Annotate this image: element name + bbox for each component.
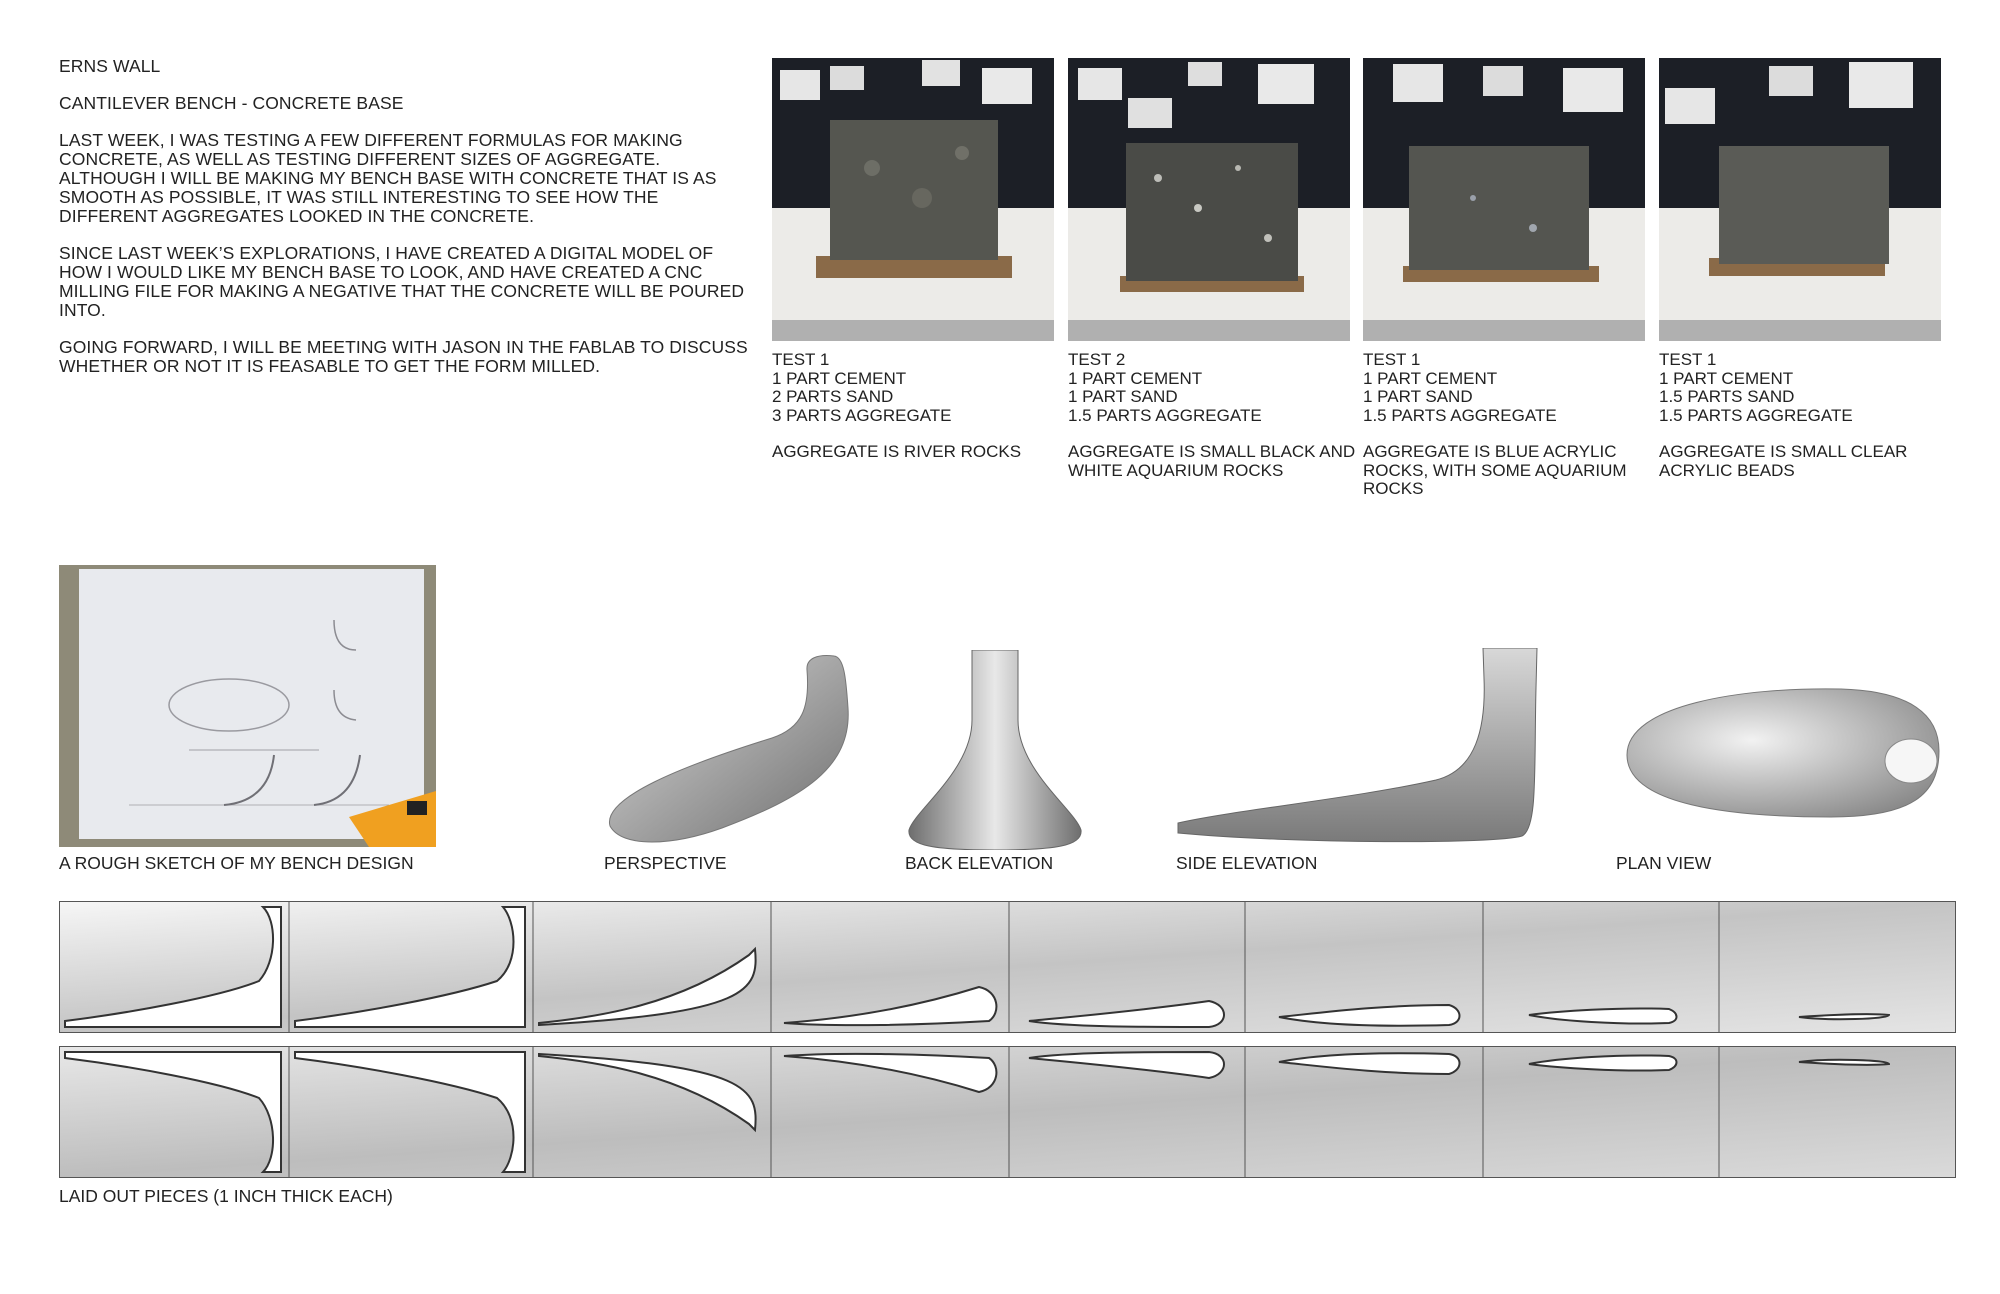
- test-cement: 1 PART CEMENT: [772, 368, 907, 388]
- test-title: TEST 2: [1068, 350, 1126, 369]
- project-title: CANTILEVER BENCH - CONCRETE BASE: [59, 93, 404, 113]
- test-photo-3: [1363, 58, 1645, 341]
- plan-view-caption: PLAN VIEW: [1616, 853, 1712, 873]
- perspective-render: [602, 648, 852, 848]
- test-photo-4: [1659, 58, 1941, 341]
- test-aggregate: 1.5 PARTS AGGREGATE: [1659, 405, 1853, 425]
- plan-view-render: [1621, 685, 1941, 820]
- test-aggregate: 1.5 PARTS AGGREGATE: [1363, 405, 1557, 425]
- intro-text: [59, 57, 749, 394]
- test-sand: 1 PART SAND: [1068, 387, 1178, 406]
- test-sand: 1 PART SAND: [1363, 387, 1473, 406]
- test-note: AGGREGATE IS SMALL BLACK AND WHITE AQUARIUM ROCKS: [1068, 442, 1356, 480]
- test-photo-1: [772, 58, 1054, 341]
- test-title: TEST 1: [772, 350, 830, 369]
- back-elevation-caption: BACK ELEVATION: [905, 853, 1054, 873]
- pieces-strip-bottom: [59, 1046, 1956, 1178]
- test-caption-3: [1363, 351, 1653, 499]
- test-sand: 2 PARTS SAND: [772, 387, 894, 406]
- test-note: AGGREGATE IS RIVER ROCKS: [772, 442, 1022, 461]
- test-caption-2: [1068, 351, 1358, 480]
- test-caption-1: [772, 351, 1062, 462]
- test-aggregate: 3 PARTS AGGREGATE: [772, 405, 952, 425]
- test-cement: 1 PART CEMENT: [1659, 368, 1794, 388]
- test-sand: 1.5 PARTS SAND: [1659, 387, 1795, 406]
- pieces-strip-top: [59, 901, 1956, 1033]
- side-elevation-caption: SIDE ELEVATION: [1176, 853, 1318, 873]
- intro-paragraph-2: SINCE LAST WEEK’S EXPLORATIONS, I HAVE CREATED A DIGITAL MODEL OF HOW I WOULD LIKE MY BENCH BASE TO LOOK, AND HAVE CREATED A CNC MILLING FILE FOR MAKING A NEGATIVE THAT THE CONCRETE WILL BE POURED INTO.: [59, 243, 745, 320]
- intro-paragraph-1: LAST WEEK, I WAS TESTING A FEW DIFFERENT FORMULAS FOR MAKING CONCRETE, AS WELL AS TESTING DIFFERENT SIZES OF AGGREGATE. ALTHOUGH I WILL BE MAKING MY BENCH BASE WITH CONCRETE THAT IS AS SMOOTH AS POSSIBLE, IT WAS STILL INTERESTING TO SEE HOW THE DIFFERENT AGGREGATES LOOKED IN THE CONCRETE.: [59, 130, 717, 226]
- side-elevation-render: [1176, 648, 1540, 848]
- test-photo-2: [1068, 58, 1350, 341]
- test-note: AGGREGATE IS BLUE ACRYLIC ROCKS, WITH SOME AQUARIUM ROCKS: [1363, 442, 1627, 498]
- test-note: AGGREGATE IS SMALL CLEAR ACRYLIC BEADS: [1659, 442, 1908, 480]
- pieces-caption: LAID OUT PIECES (1 INCH THICK EACH): [59, 1186, 393, 1206]
- test-title: TEST 1: [1363, 350, 1421, 369]
- test-cement: 1 PART CEMENT: [1363, 368, 1498, 388]
- sketch-photo: [59, 565, 436, 847]
- sketch-caption: A ROUGH SKETCH OF MY BENCH DESIGN: [59, 853, 414, 873]
- test-cement: 1 PART CEMENT: [1068, 368, 1203, 388]
- author-name: ERNS WALL: [59, 56, 161, 76]
- test-title: TEST 1: [1659, 350, 1717, 369]
- intro-paragraph-3: GOING FORWARD, I WILL BE MEETING WITH JASON IN THE FABLAB TO DISCUSS WHETHER OR NOT IT IS FEASABLE TO GET THE FORM MILLED.: [59, 337, 748, 376]
- test-caption-4: [1659, 351, 1949, 480]
- back-elevation-render: [905, 650, 1085, 850]
- perspective-caption: PERSPECTIVE: [604, 853, 727, 873]
- test-aggregate: 1.5 PARTS AGGREGATE: [1068, 405, 1262, 425]
